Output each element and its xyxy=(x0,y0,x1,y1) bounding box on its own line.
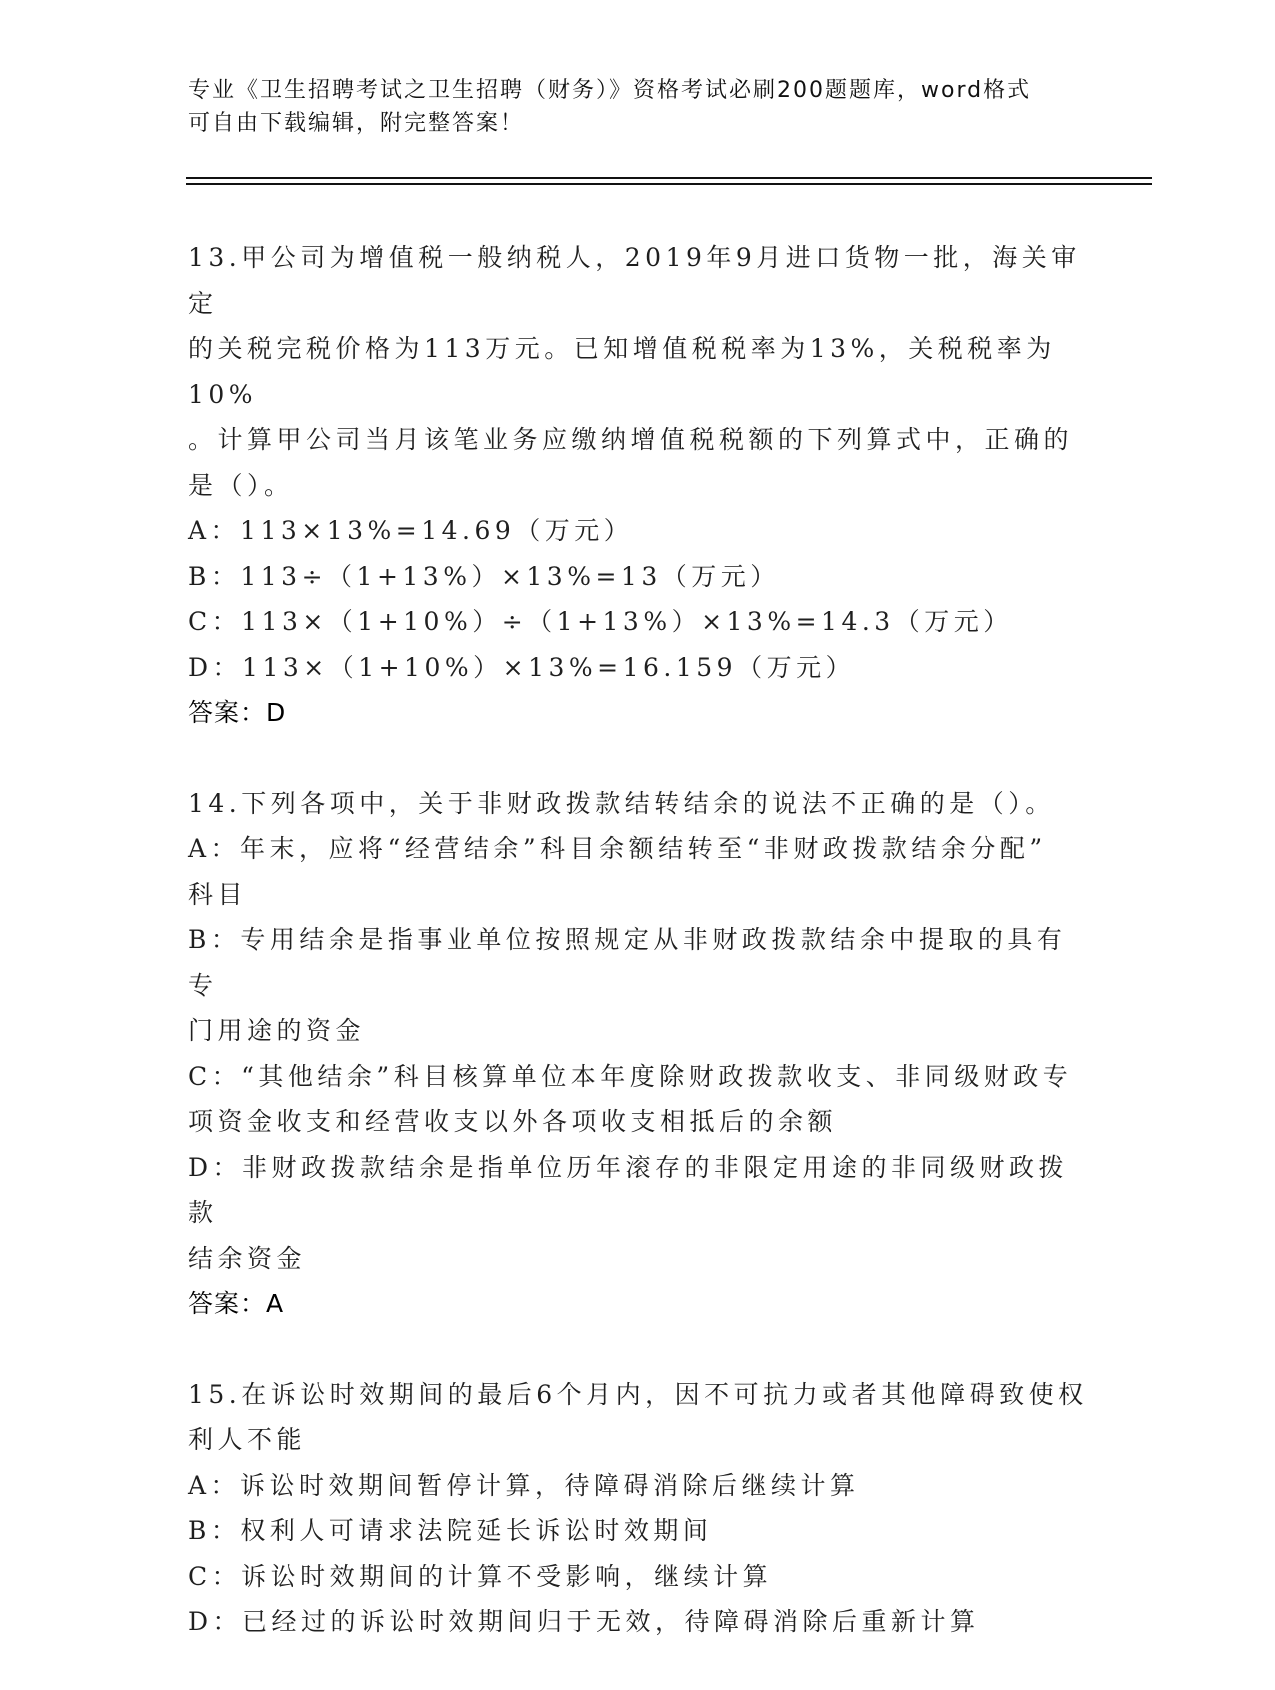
question-stem-line: 14.下列各项中，关于非财政拨款结转结余的说法不正确的是（）。 xyxy=(188,788,1055,818)
option-a: A：诉讼时效期间暂停计算，待障碍消除后继续计算 xyxy=(188,1470,860,1500)
question-stem-line: 是（）。 xyxy=(188,470,294,500)
option-d: D：已经过的诉讼时效期间归于无效，待障碍消除后重新计算 xyxy=(188,1607,980,1636)
question-stem-line: 15.在诉讼时效期间的最后6个月内，因不可抗力或者其他障碍致使权 xyxy=(188,1379,1088,1409)
option-a: A：113×13%=14.69（万元） xyxy=(188,516,634,545)
answer-label: 答案：A xyxy=(188,1289,285,1318)
answer-label: 答案：D xyxy=(188,698,287,727)
document-header xyxy=(188,74,1088,140)
option-d: D：非财政拨款结余是指单位历年滚存的非限定用途的非同级财政拨款 xyxy=(188,1152,1069,1227)
option-b: B：113÷（1+13%）×13%=13（万元） xyxy=(188,561,780,591)
question-stem-line: 13.甲公司为增值税一般纳税人，2019年9月进口货物一批，海关审定 xyxy=(188,243,1081,318)
question-13 xyxy=(188,235,1088,736)
option-c: C：诉讼时效期间的计算不受影响，继续计算 xyxy=(188,1561,773,1591)
question-14 xyxy=(188,781,1088,1327)
option-a-continued: 科目 xyxy=(188,879,248,909)
header-line-1: 专业《卫生招聘考试之卫生招聘（财务）》资格考试必刷200题题库，word格式 xyxy=(188,78,1032,103)
question-stem-line: 利人不能 xyxy=(188,1425,307,1454)
header-line-2: 可自由下载编辑，附完整答案！ xyxy=(188,111,525,136)
header-rule-top xyxy=(186,177,1152,179)
option-c-continued: 项资金收支和经营收支以外各项收支相抵后的余额 xyxy=(188,1107,838,1136)
question-list xyxy=(188,235,1088,1690)
option-a: A：年末，应将“经营结余”科目余额结转至“非财政拨款结余分配” xyxy=(188,834,1047,863)
header-rule-bottom xyxy=(186,183,1152,185)
option-d: D：113×（1+10%）×13%=16.159（万元） xyxy=(188,652,856,682)
question-15 xyxy=(188,1372,1088,1645)
option-b-continued: 门用途的资金 xyxy=(188,1016,366,1045)
option-d-continued: 结余资金 xyxy=(188,1243,307,1273)
option-c: C：“其他结余”科目核算单位本年度除财政拨款收支、非同级财政专 xyxy=(188,1061,1073,1091)
option-b: B：专用结余是指事业单位按照规定从非财政拨款结余中提取的具有专 xyxy=(188,925,1067,1000)
option-c: C：113×（1+10%）÷（1+13%）×13%=14.3（万元） xyxy=(188,607,1013,636)
question-stem-line: 。计算甲公司当月该笔业务应缴纳增值税税额的下列算式中，正确的 xyxy=(188,425,1074,454)
option-b: B：权利人可请求法院延长诉讼时效期间 xyxy=(188,1516,713,1545)
question-stem-line: 的关税完税价格为113万元。已知增值税税率为13%，关税税率为10% xyxy=(188,334,1056,409)
